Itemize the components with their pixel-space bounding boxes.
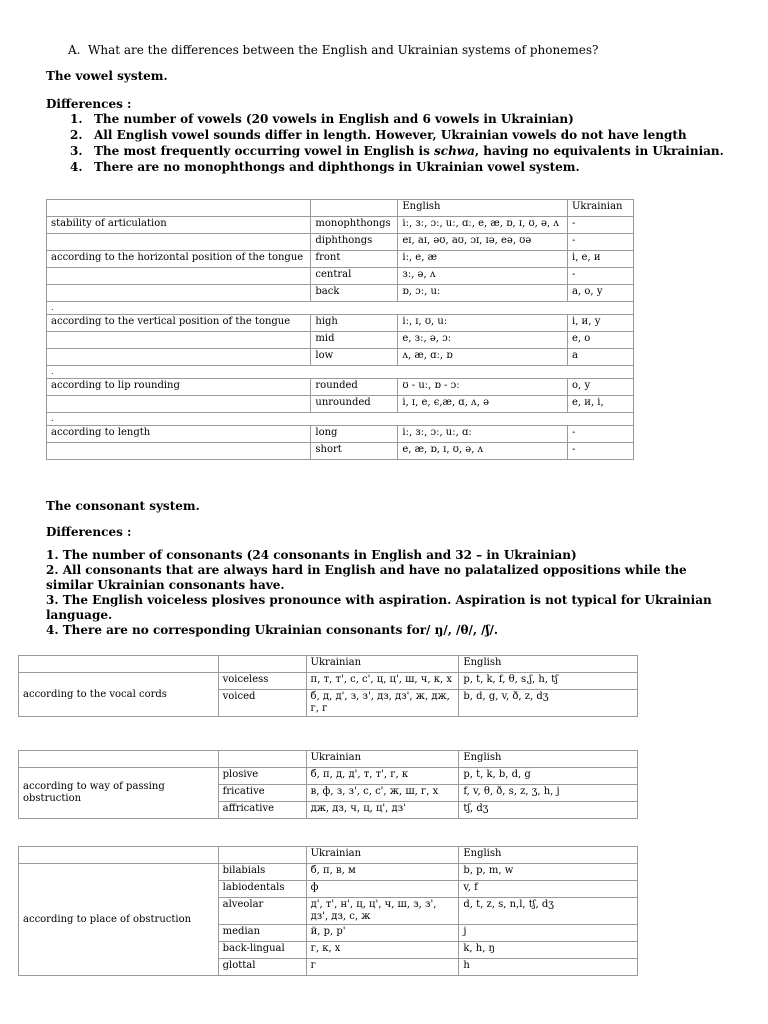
- table-cell: iː, зː, ɔː, uː, ɑː, e, æ, ɒ, ɪ, ʊ, ə, ʌ: [398, 217, 568, 234]
- table-cell: e, зː, ə, ɔː: [398, 332, 568, 349]
- table-cell: -: [568, 217, 634, 234]
- table-row: [47, 443, 634, 460]
- table-row: [47, 426, 634, 443]
- table-row: [19, 673, 638, 690]
- vowel-heading: The vowel system.: [46, 69, 168, 83]
- table-cell: ʊ - uː, ɒ - ɔː: [398, 379, 568, 396]
- table-cell: а: [568, 349, 634, 366]
- column-header-english: English: [459, 751, 638, 768]
- table-cell: unrounded: [311, 396, 398, 413]
- table-cell: [47, 332, 311, 349]
- table-cell: b, p, m, w: [459, 864, 638, 881]
- vowel-differences-list: [70, 111, 724, 175]
- list-item: 1. The number of vowels (20 vowels in English and 6 vowels in Ukrainian): [70, 112, 574, 126]
- table-cell: k, h, ŋ: [459, 942, 638, 959]
- table-cell: v, f: [459, 881, 638, 898]
- table-cell: rounded: [311, 379, 398, 396]
- table-cell: iː, e, æ: [398, 251, 568, 268]
- list-item: 3. The English voiceless plosives pronounce with aspiration. Aspiration is not typical for Ukrainian language.: [46, 593, 712, 622]
- table-cell: eɪ, aɪ, əʊ, aʊ, ɔɪ, ɪə, eə, ʊə: [398, 234, 568, 251]
- table-spacer-row: [47, 366, 634, 379]
- table-cell: alveolar: [218, 898, 306, 925]
- table-cell: [218, 751, 306, 768]
- table-cell: d, t, z, s, n,l, tʃ, dʒ: [459, 898, 638, 925]
- table-row: [47, 285, 634, 302]
- table-cell: а, о, у: [568, 285, 634, 302]
- table-row: [47, 396, 634, 413]
- table-cell: [47, 285, 311, 302]
- table-cell: stability of articulation: [47, 217, 311, 234]
- table-cell: .: [47, 302, 634, 315]
- table-cell: back-lingual: [218, 942, 306, 959]
- table-cell: b, d, g, v, ð, z, dʒ: [459, 690, 638, 717]
- table-cell: labiodentals: [218, 881, 306, 898]
- table-cell: -: [568, 443, 634, 460]
- table-cell: according to lip rounding: [47, 379, 311, 396]
- table-cell: p, t, k, f, θ, s,ʃ, h, tʃ: [459, 673, 638, 690]
- table-cell: monophthongs: [311, 217, 398, 234]
- table-cell: [19, 847, 219, 864]
- table-cell: iː, зː, ɔː, uː, ɑː: [398, 426, 568, 443]
- table-cell: affricative: [218, 802, 306, 819]
- table-cell: -: [568, 426, 634, 443]
- table-cell: [19, 656, 219, 673]
- vocal-cords-table: [18, 655, 638, 717]
- table-cell: б, п, в, м: [306, 864, 459, 881]
- table-cell: [311, 200, 398, 217]
- table-cell: high: [311, 315, 398, 332]
- table-cell: [47, 234, 311, 251]
- table-cell: д', т', н', ц, ц', ч, ш, з, з', дз', дз, с, ж: [306, 898, 459, 925]
- table-cell: і, е, и: [568, 251, 634, 268]
- table-cell: i, ɪ, e, є,æ, ɑ, ʌ, ə: [398, 396, 568, 413]
- table-cell: according to length: [47, 426, 311, 443]
- table-cell: -: [568, 268, 634, 285]
- table-cell: .: [47, 413, 634, 426]
- table-cell: f, v, θ, ð, s, z, ʒ, h, j: [459, 785, 638, 802]
- category-label: according to place of obstruction: [19, 864, 219, 976]
- table-cell: е, о: [568, 332, 634, 349]
- table-cell: і, и, у: [568, 315, 634, 332]
- table-row: [19, 864, 638, 881]
- column-header-ukrainian: Ukrainian: [306, 656, 459, 673]
- list-item: 1. The number of consonants (24 consonants in English and 32 – in Ukrainian): [46, 548, 577, 562]
- list-item: 4. There are no corresponding Ukrainian consonants for/ ŋ/, /θ/, /ʃ/.: [46, 623, 499, 637]
- question-number: A.: [68, 43, 81, 57]
- table-header-row: [19, 656, 638, 673]
- table-cell: [47, 396, 311, 413]
- table-cell: j: [459, 925, 638, 942]
- table-cell: ʌ, æ, ɑː, ɒ: [398, 349, 568, 366]
- table-cell: according to the vertical position of the tongue: [47, 315, 311, 332]
- consonant-heading: The consonant system.: [46, 499, 200, 513]
- table-cell: [47, 268, 311, 285]
- list-item: 2. All English vowel sounds differ in length. However, Ukrainian vowels do not have length: [70, 128, 687, 142]
- vowel-differences-heading: Differences :: [46, 97, 132, 111]
- table-cell: e, æ, ɒ, ɪ, ʊ, ə, ʌ: [398, 443, 568, 460]
- table-row: [47, 251, 634, 268]
- table-cell: p, t, k, b, d, g: [459, 768, 638, 785]
- table-cell: iː, ɪ, ʊ, uː: [398, 315, 568, 332]
- table-cell: б, д, д', з, з', дз, дз', ж, дж, г, г: [306, 690, 459, 717]
- column-header-english: English: [398, 200, 568, 217]
- table-cell: plosive: [218, 768, 306, 785]
- list-item: 4. There are no monophthongs and diphthongs in Ukrainian vowel system.: [70, 160, 580, 174]
- table-row: [47, 379, 634, 396]
- category-label: according to way of passing obstruction: [19, 768, 219, 819]
- obstruction-place-table: [18, 846, 638, 976]
- table-cell: [19, 751, 219, 768]
- table-cell: short: [311, 443, 398, 460]
- table-spacer-row: [47, 413, 634, 426]
- question-text: What are the differences between the English and Ukrainian systems of phonemes?: [88, 43, 599, 57]
- table-cell: central: [311, 268, 398, 285]
- table-cell: low: [311, 349, 398, 366]
- vowel-table: [46, 199, 634, 460]
- table-cell: diphthongs: [311, 234, 398, 251]
- table-cell: voiced: [218, 690, 306, 717]
- table-cell: front: [311, 251, 398, 268]
- table-cell: о, у: [568, 379, 634, 396]
- column-header-english: English: [459, 656, 638, 673]
- table-cell: в, ф, з, з', с, с', ж, ш, г, х: [306, 785, 459, 802]
- table-cell: fricative: [218, 785, 306, 802]
- table-cell: [47, 200, 311, 217]
- table-cell: [47, 443, 311, 460]
- table-cell: й, р, р': [306, 925, 459, 942]
- list-item: 2. All consonants that are always hard in English and have no palatalized oppositions while the similar Ukrainian consonants have.: [46, 563, 687, 592]
- table-spacer-row: [47, 302, 634, 315]
- obstruction-way-table: [18, 750, 638, 819]
- table-cell: mid: [311, 332, 398, 349]
- table-cell: дж, дз, ч, ц, ц', дз': [306, 802, 459, 819]
- table-row: [47, 234, 634, 251]
- column-header-ukrainian: Ukrainian: [306, 847, 459, 864]
- table-cell: according to the horizontal position of the tongue: [47, 251, 311, 268]
- table-header-row: [19, 751, 638, 768]
- table-cell: е, и, і,: [568, 396, 634, 413]
- category-label: according to the vocal cords: [19, 673, 219, 717]
- column-header-ukrainian: Ukrainian: [568, 200, 634, 217]
- consonant-differences-heading: Differences :: [46, 525, 132, 539]
- table-cell: ɒ, ɔː, uː: [398, 285, 568, 302]
- table-cell: voiceless: [218, 673, 306, 690]
- table-cell: зː, ə, ʌ: [398, 268, 568, 285]
- table-cell: б, п, д, д', т, т', г, к: [306, 768, 459, 785]
- table-cell: bilabials: [218, 864, 306, 881]
- table-header-row: [47, 200, 634, 217]
- table-cell: median: [218, 925, 306, 942]
- table-row: [47, 349, 634, 366]
- table-row: [19, 768, 638, 785]
- question-line: [68, 43, 598, 57]
- table-cell: h: [459, 959, 638, 976]
- table-cell: .: [47, 366, 634, 379]
- table-row: [47, 268, 634, 285]
- table-row: [47, 217, 634, 234]
- column-header-english: English: [459, 847, 638, 864]
- table-cell: [218, 656, 306, 673]
- table-cell: tʃ, dʒ: [459, 802, 638, 819]
- table-cell: long: [311, 426, 398, 443]
- table-cell: glottal: [218, 959, 306, 976]
- column-header-ukrainian: Ukrainian: [306, 751, 459, 768]
- table-cell: [47, 349, 311, 366]
- table-cell: п, т, т', с, с', ц, ц', ш, ч, к, х: [306, 673, 459, 690]
- table-cell: [218, 847, 306, 864]
- table-row: [47, 332, 634, 349]
- table-row: [47, 315, 634, 332]
- table-cell: ф: [306, 881, 459, 898]
- table-cell: back: [311, 285, 398, 302]
- table-cell: г: [306, 959, 459, 976]
- table-cell: -: [568, 234, 634, 251]
- list-item: 3. The most frequently occurring vowel in English is schwa, having no equivalents in Ukrainian.: [70, 144, 724, 158]
- table-header-row: [19, 847, 638, 864]
- table-cell: г, к, х: [306, 942, 459, 959]
- consonant-differences-list: [46, 548, 726, 638]
